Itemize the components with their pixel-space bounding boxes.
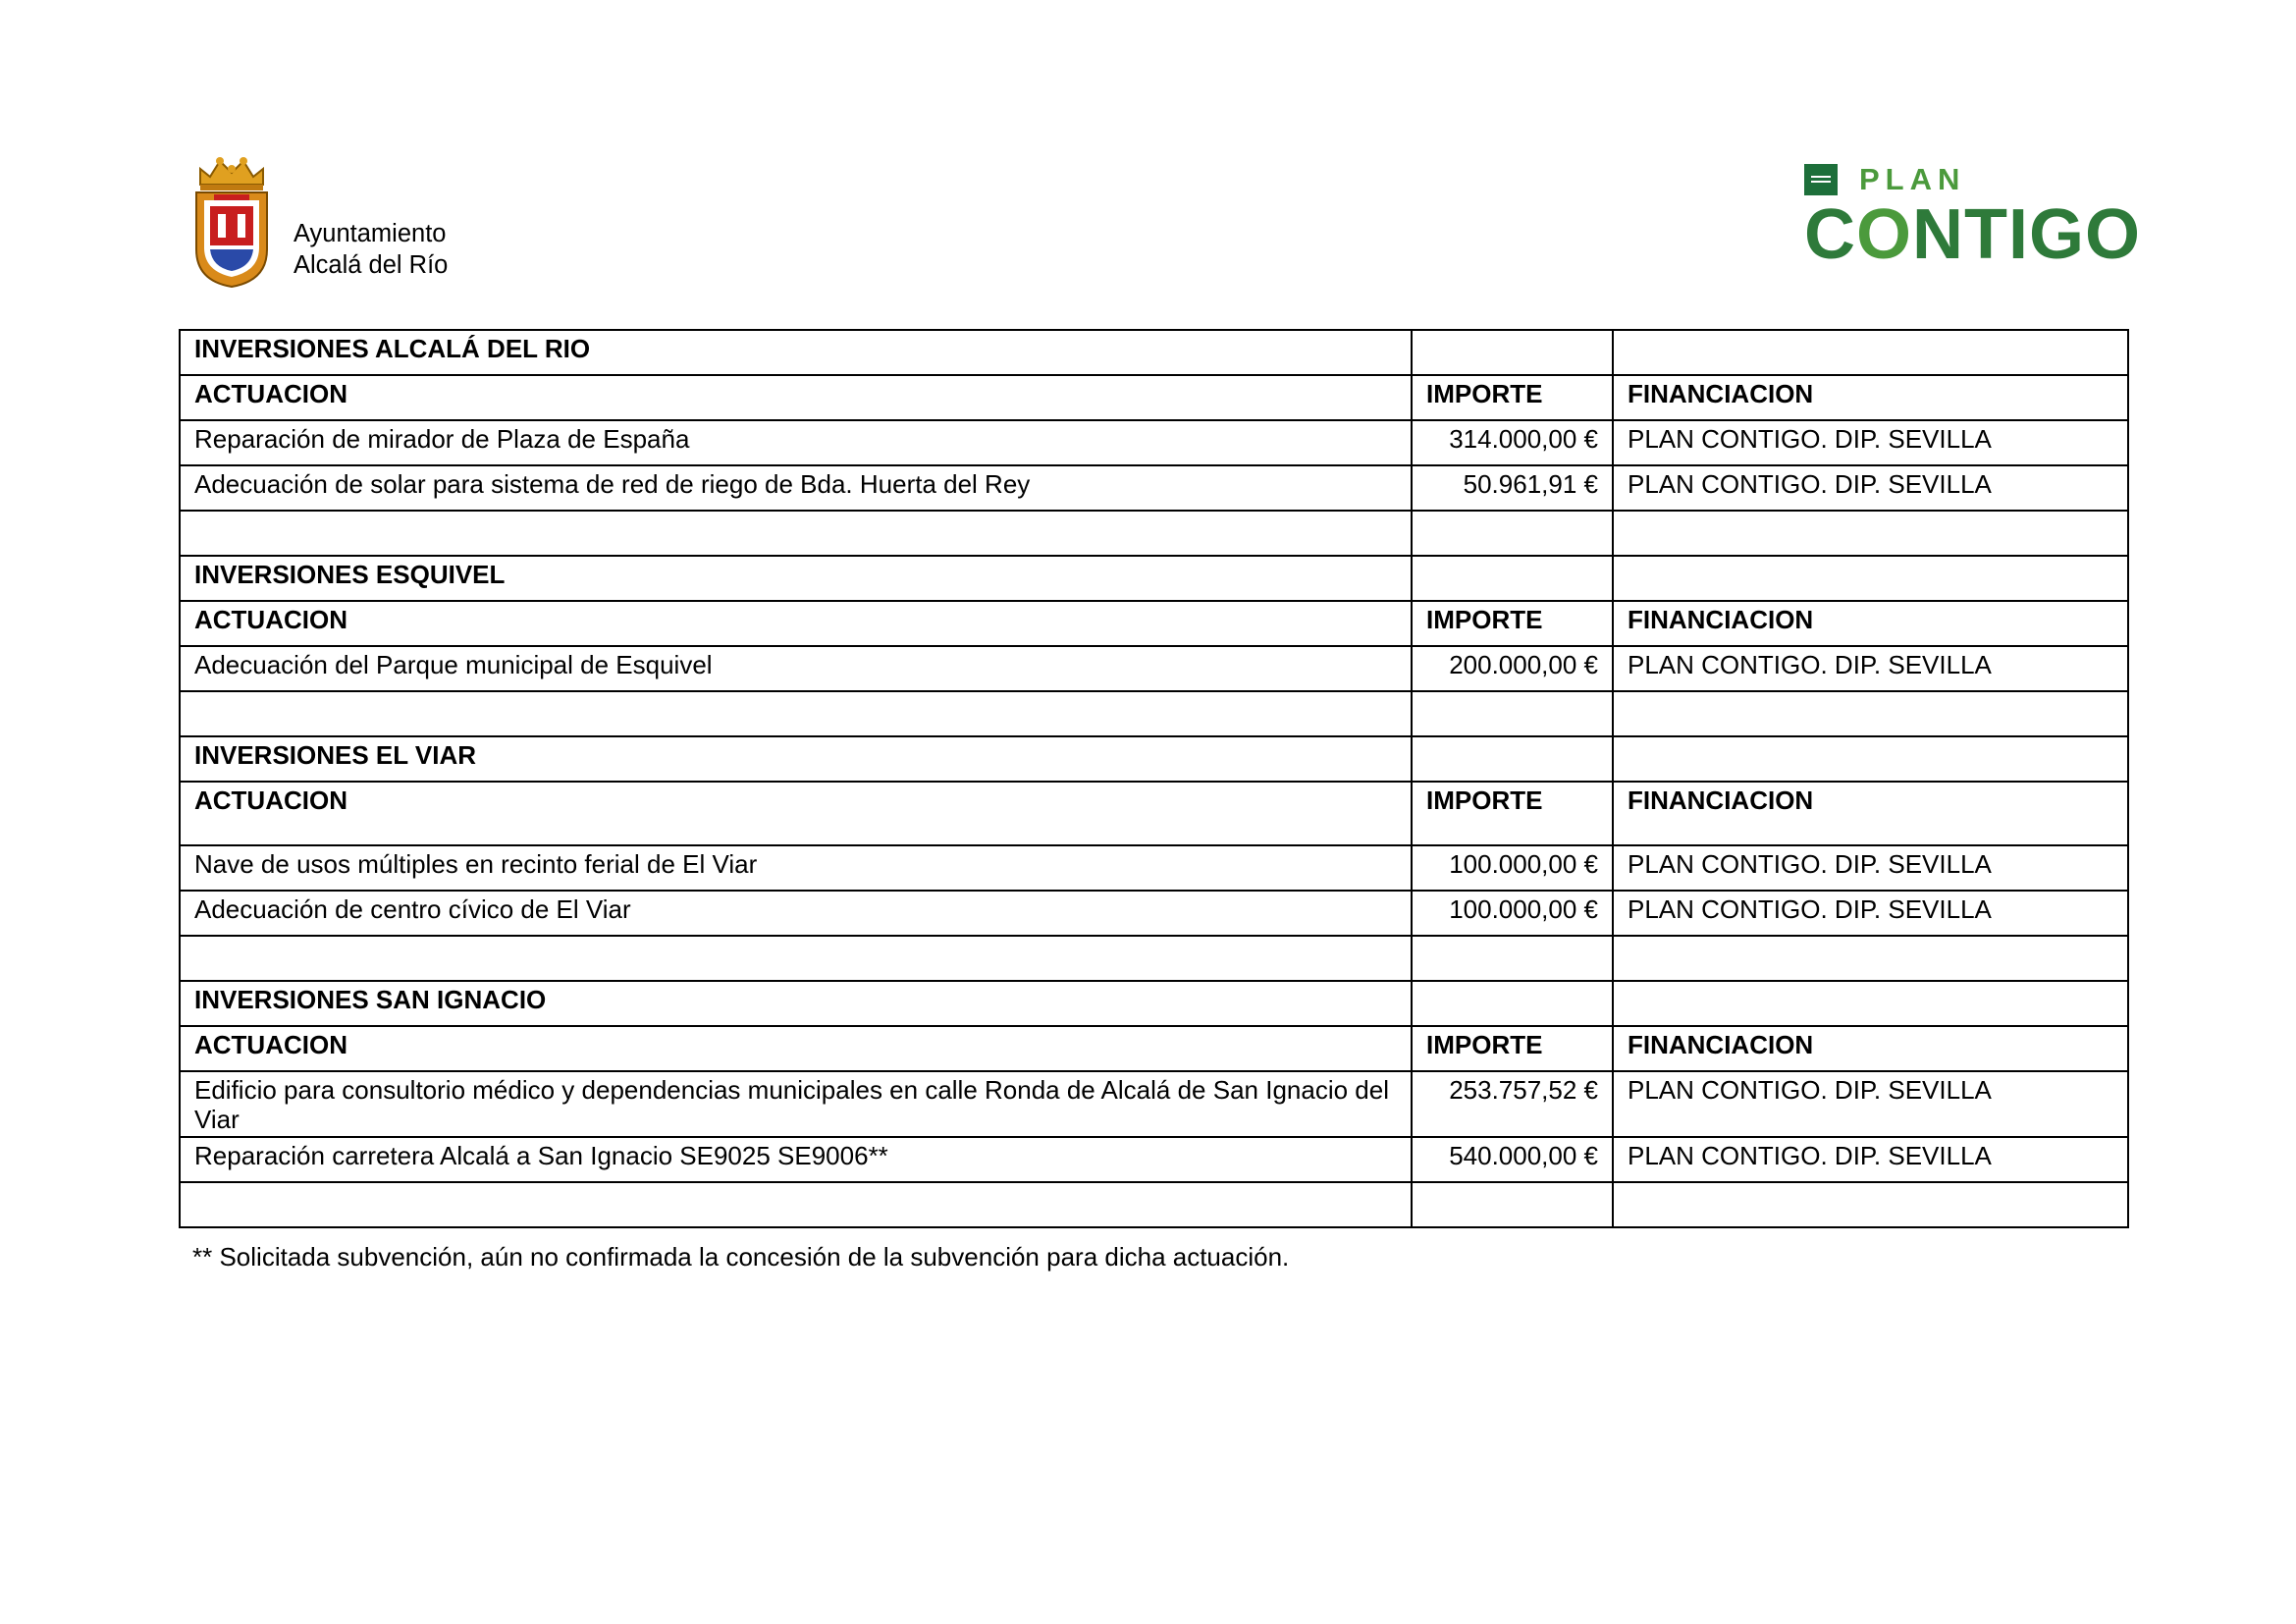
empty-cell — [1412, 691, 1613, 736]
header-actuacion: ACTUACION — [180, 782, 1412, 845]
cell-actuacion: Nave de usos múltiples en recinto ferial de El Viar — [180, 845, 1412, 891]
table-row — [180, 420, 2128, 465]
cell-importe: 100.000,00 € — [1412, 845, 1613, 891]
cell-actuacion: Adecuación de centro cívico de El Viar — [180, 891, 1412, 936]
empty-cell — [1412, 330, 1613, 375]
header-financiacion: FINANCIACION — [1613, 375, 2128, 420]
plan-contigo-logo — [1804, 162, 2142, 274]
plan-logo-big-text-end: NTIGO — [1912, 195, 2142, 274]
cell-importe: 314.000,00 € — [1412, 420, 1613, 465]
header-financiacion: FINANCIACION — [1613, 782, 2128, 845]
cell-actuacion: Reparación carretera Alcalá a San Ignacio SE9025 SE9006** — [180, 1137, 1412, 1182]
spacer-row — [180, 936, 2128, 981]
empty-cell — [1613, 330, 2128, 375]
table-row — [180, 845, 2128, 891]
empty-cell — [1613, 981, 2128, 1026]
empty-cell — [1613, 1182, 2128, 1227]
cell-importe: 540.000,00 € — [1412, 1137, 1613, 1182]
header-financiacion: FINANCIACION — [1613, 1026, 2128, 1071]
cell-actuacion: Adecuación del Parque municipal de Esquivel — [180, 646, 1412, 691]
header-actuacion: ACTUACION — [180, 375, 1412, 420]
cell-financiacion: PLAN CONTIGO. DIP. SEVILLA — [1613, 465, 2128, 511]
empty-cell — [1613, 556, 2128, 601]
spacer-row — [180, 1182, 2128, 1227]
cell-importe: 100.000,00 € — [1412, 891, 1613, 936]
header-importe: IMPORTE — [1412, 375, 1613, 420]
cell-financiacion: PLAN CONTIGO. DIP. SEVILLA — [1613, 646, 2128, 691]
cell-actuacion: Adecuación de solar para sistema de red de riego de Bda. Huerta del Rey — [180, 465, 1412, 511]
empty-cell — [1613, 511, 2128, 556]
coat-of-arms-icon — [192, 155, 271, 289]
empty-cell — [180, 1182, 1412, 1227]
section-title-row — [180, 330, 2128, 375]
column-header-row — [180, 375, 2128, 420]
empty-cell — [180, 691, 1412, 736]
plan-logo-small-text: PLAN — [1859, 162, 1966, 196]
footnote: ** Solicitada subvención, aún no confirmada la concesión de la subvención para dicha actuación. — [192, 1242, 1290, 1272]
empty-cell — [1412, 936, 1613, 981]
cell-importe: 253.757,52 € — [1412, 1071, 1613, 1137]
cell-financiacion: PLAN CONTIGO. DIP. SEVILLA — [1613, 891, 2128, 936]
spacer-row — [180, 511, 2128, 556]
plan-logo-big-text-o: O — [1856, 195, 1913, 274]
cell-financiacion: PLAN CONTIGO. DIP. SEVILLA — [1613, 420, 2128, 465]
table-row — [180, 465, 2128, 511]
header-importe: IMPORTE — [1412, 601, 1613, 646]
plan-logo-big-text — [1804, 195, 2142, 274]
cell-financiacion: PLAN CONTIGO. DIP. SEVILLA — [1613, 1071, 2128, 1137]
table-row — [180, 891, 2128, 936]
town-name-line2: Alcalá del Río — [294, 251, 449, 279]
empty-cell — [1412, 981, 1613, 1026]
cell-importe: 200.000,00 € — [1412, 646, 1613, 691]
cell-actuacion: Edificio para consultorio médico y dependencias municipales en calle Ronda de Alcalá de San Ignacio del Viar — [180, 1071, 1412, 1137]
section-title: INVERSIONES EL VIAR — [180, 736, 1412, 782]
table-row — [180, 1071, 2128, 1137]
empty-cell — [1412, 511, 1613, 556]
empty-cell — [1613, 936, 2128, 981]
header-actuacion: ACTUACION — [180, 601, 1412, 646]
section-title: INVERSIONES ESQUIVEL — [180, 556, 1412, 601]
empty-cell — [180, 936, 1412, 981]
section-title-row — [180, 736, 2128, 782]
column-header-row — [180, 1026, 2128, 1071]
empty-cell — [1412, 556, 1613, 601]
cell-financiacion: PLAN CONTIGO. DIP. SEVILLA — [1613, 1137, 2128, 1182]
table-row — [180, 646, 2128, 691]
empty-cell — [1613, 736, 2128, 782]
empty-cell — [1412, 1182, 1613, 1227]
section-title: INVERSIONES SAN IGNACIO — [180, 981, 1412, 1026]
column-header-row — [180, 601, 2128, 646]
spacer-row — [180, 691, 2128, 736]
section-title-row — [180, 556, 2128, 601]
header-financiacion: FINANCIACION — [1613, 601, 2128, 646]
investments-table — [179, 329, 2129, 1228]
column-header-row — [180, 782, 2128, 845]
cell-financiacion: PLAN CONTIGO. DIP. SEVILLA — [1613, 845, 2128, 891]
empty-cell — [180, 511, 1412, 556]
table-row — [180, 1137, 2128, 1182]
diputacion-badge-icon — [1804, 164, 1838, 195]
section-title: INVERSIONES ALCALÁ DEL RIO — [180, 330, 1412, 375]
header-importe: IMPORTE — [1412, 782, 1613, 845]
town-name — [294, 218, 448, 281]
town-name-line1: Ayuntamiento — [294, 220, 447, 247]
header-importe: IMPORTE — [1412, 1026, 1613, 1071]
empty-cell — [1412, 736, 1613, 782]
empty-cell — [1613, 691, 2128, 736]
cell-actuacion: Reparación de mirador de Plaza de España — [180, 420, 1412, 465]
plan-logo-big-text-c: C — [1804, 195, 1856, 274]
section-title-row — [180, 981, 2128, 1026]
cell-importe: 50.961,91 € — [1412, 465, 1613, 511]
header-actuacion: ACTUACION — [180, 1026, 1412, 1071]
